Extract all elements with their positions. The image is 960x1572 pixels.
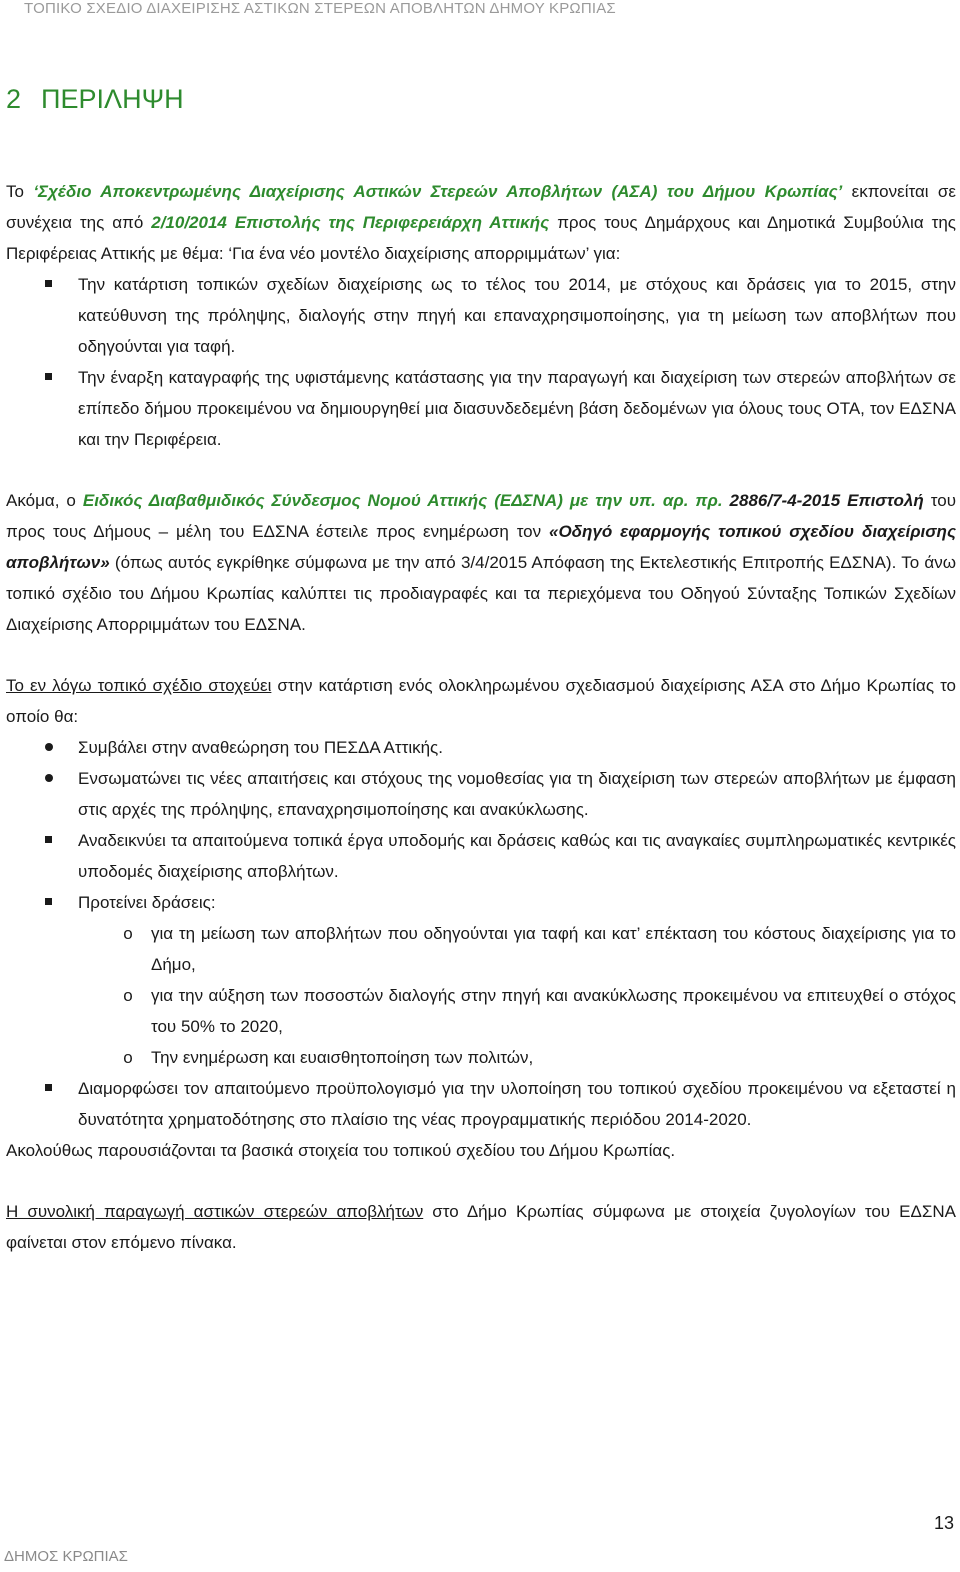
list-item (6, 763, 956, 825)
list-item-text: Την κατάρτιση τοπικών σχεδίων διαχείρισης ως το τέλος του 2014, με στόχους και δράσεις για το 2015, στην κατεύθυνση της πρόληψης, διαλογής στην πηγή και επαναχρησιμοποίησης, για τη μείωση των αποβλήτων που οδηγούνται για ταφή. (78, 275, 956, 356)
letter-reference-emphasis: 2/10/2014 Επιστολής της Περιφερειάρχη Αττικής (151, 213, 550, 232)
list-item-text: Διαμορφώσει τον απαιτούμενο προϋπολογισμό για την υλοποίηση του τοπικού σχεδίου προκειμένου να εξεταστεί η δυνατότητα χρηματοδότησης στο πλαίσιο της νέας προγραμματικής περιόδου 2014-2020. (78, 1079, 956, 1129)
edsna-paragraph (6, 485, 956, 640)
sublist-item-text: Την ενημέρωση και ευαισθητοποίηση των πολιτών, (151, 1048, 534, 1067)
list-item-text: Αναδεικνύει τα απαιτούμενα τοπικά έργα υποδομής και δράσεις καθώς και τις αναγκαίες συμπληρωματικές κεντρικές υποδομές διαχείρισης αποβλήτων. (78, 831, 956, 881)
aims-list-continued (6, 1073, 956, 1135)
circle-bullet-icon: o (123, 1048, 133, 1067)
page-footer: ΔΗΜΟΣ ΚΡΩΠΙΑΣ (4, 1548, 128, 1565)
section-title-text: ΠΕΡΙΛΗΨΗ (41, 84, 184, 114)
page-number: 13 (933, 1513, 954, 1533)
list-item (6, 732, 956, 763)
list-item (6, 362, 956, 455)
production-underlined-text: Η συνολική παραγωγή αστικών στερεών αποβλήτων (6, 1202, 424, 1221)
section-number: 2 (6, 84, 22, 114)
intro-paragraph (6, 176, 956, 269)
guide-title-emphasis: «Οδηγό εφαρμογής τοπικού σχεδίου διαχείρισης αποβλήτων» (6, 522, 956, 572)
list-item-text: Προτείνει δράσεις: (78, 893, 216, 912)
actions-sublist (6, 918, 956, 1073)
section-title (6, 82, 184, 116)
page-header: ΤΟΠΙΚΟ ΣΧΕΔΙΟ ΔΙΑΧΕΙΡΙΣΗΣ ΑΣΤΙΚΩΝ ΣΤΕΡΕΩΝ ΑΠΟΒΛΗΤΩΝ ΔΗΜΟΥ ΚΡΩΠΙΑΣ (24, 0, 616, 17)
text-span: εκπονείται σε συνέχεια της από (6, 182, 956, 232)
sublist-item (6, 980, 956, 1042)
circle-bullet-icon: o (123, 924, 133, 943)
spacer (6, 455, 956, 485)
text-span: στο Δήμο Κρωπίας σύμφωνα με στοιχεία ζυγολογίων του ΕΔΣΝΑ φαίνεται στον επόμενο πίνακα. (6, 1202, 956, 1252)
list-item (6, 1073, 956, 1135)
aim-underlined-text: Το εν λόγω τοπικό σχέδιο στοχεύει (6, 676, 272, 695)
circle-bullet-icon: o (123, 986, 133, 1005)
sublist-item-text: για την αύξηση των ποσοστών διαλογής στην πηγή και ανακύκλωσης προκειμένου να επιτευχθεί ο στόχος του 50% το 2020, (151, 986, 956, 1036)
letter-number-emphasis: 2886/7-4-2015 Επιστολή (722, 491, 924, 510)
aims-list (6, 732, 956, 918)
production-paragraph (6, 1196, 956, 1258)
aim-paragraph (6, 670, 956, 732)
spacer (6, 1166, 956, 1196)
list-item (6, 825, 956, 887)
sublist-item (6, 1042, 956, 1073)
edsna-emphasis: Ειδικός Διαβαθμιδικός Σύνδεσμος Νομού Αττικής (ΕΔΣΝΑ) με την υπ. αρ. πρ. (82, 491, 723, 510)
followup-paragraph: Ακολούθως παρουσιάζονται τα βασικά στοιχεία του τοπικού σχεδίου του Δήμου Κρωπίας. (6, 1141, 676, 1160)
text-span: Ακόμα, ο (6, 491, 83, 510)
list-item-text: Την έναρξη καταγραφής της υφιστάμενης κατάστασης για την παραγωγή και διαχείριση των στερεών αποβλήτων σε επίπεδο δήμου προκειμένου να δημιουργηθεί μια διασυνδεδεμένη βάση δεδομένων για όλους τους ΟΤΑ, τον ΕΔΣΝΑ και την Περιφέρεια. (78, 368, 956, 449)
text-span: προς τους Δημάρχους και Δημοτικά Συμβούλια της Περιφέρειας Αττικής με θέμα: ‘Για ένα νέο μοντέλο διαχείρισης απορριμμάτων’ για: (6, 213, 956, 263)
list-item (6, 887, 956, 918)
list-item-text: Ενσωματώνει τις νέες απαιτήσεις και στόχους της νομοθεσίας για τη διαχείριση των στερεών αποβλήτων με έμφαση στις αρχές της πρόληψης, επαναχρησιμοποίησης και ανακύκλωσης. (78, 769, 956, 819)
text-span: στην κατάρτιση ενός ολοκληρωμένου σχεδιασμού διαχείρισης ΑΣΑ στο Δήμο Κρωπίας το οποίο θα: (6, 676, 957, 726)
plan-title-emphasis: ‘Σχέδιο Αποκεντρωμένης Διαχείρισης Αστικών Στερεών Αποβλήτων (ΑΣΑ) του Δήμου Κρωπίας’ (33, 182, 843, 201)
list-item (6, 269, 956, 362)
document-body (6, 176, 956, 1258)
text-span: του προς τους Δήμους – μέλη του ΕΔΣΝΑ έστειλε προς ενημέρωση τον (6, 491, 956, 541)
sublist-item-text: για τη μείωση των αποβλήτων που οδηγούνται για ταφή και κατ’ επέκταση του κόστους διαχείρισης για το Δήμο, (151, 924, 956, 974)
list-item-text: Συμβάλει στην αναθεώρηση του ΠΕΣΔΑ Αττικής. (78, 738, 443, 757)
sublist-item (6, 918, 956, 980)
goals-list (6, 269, 956, 455)
text-span: Το (6, 182, 34, 201)
text-span: (όπως αυτός εγκρίθηκε σύμφωνα με την από 3/4/2015 Απόφαση της Εκτελεστικής Επιτροπής ΕΔΣΝΑ). Το άνω τοπικό σχέδιο του Δήμου Κρωπίας καλύπτει τις προδιαγραφές και τα περιεχόμενα του Οδηγού Σύνταξης Τοπικών Σχεδίων Διαχείρισης Απορριμμάτων του ΕΔΣΝΑ. (6, 553, 956, 634)
spacer (6, 640, 956, 670)
